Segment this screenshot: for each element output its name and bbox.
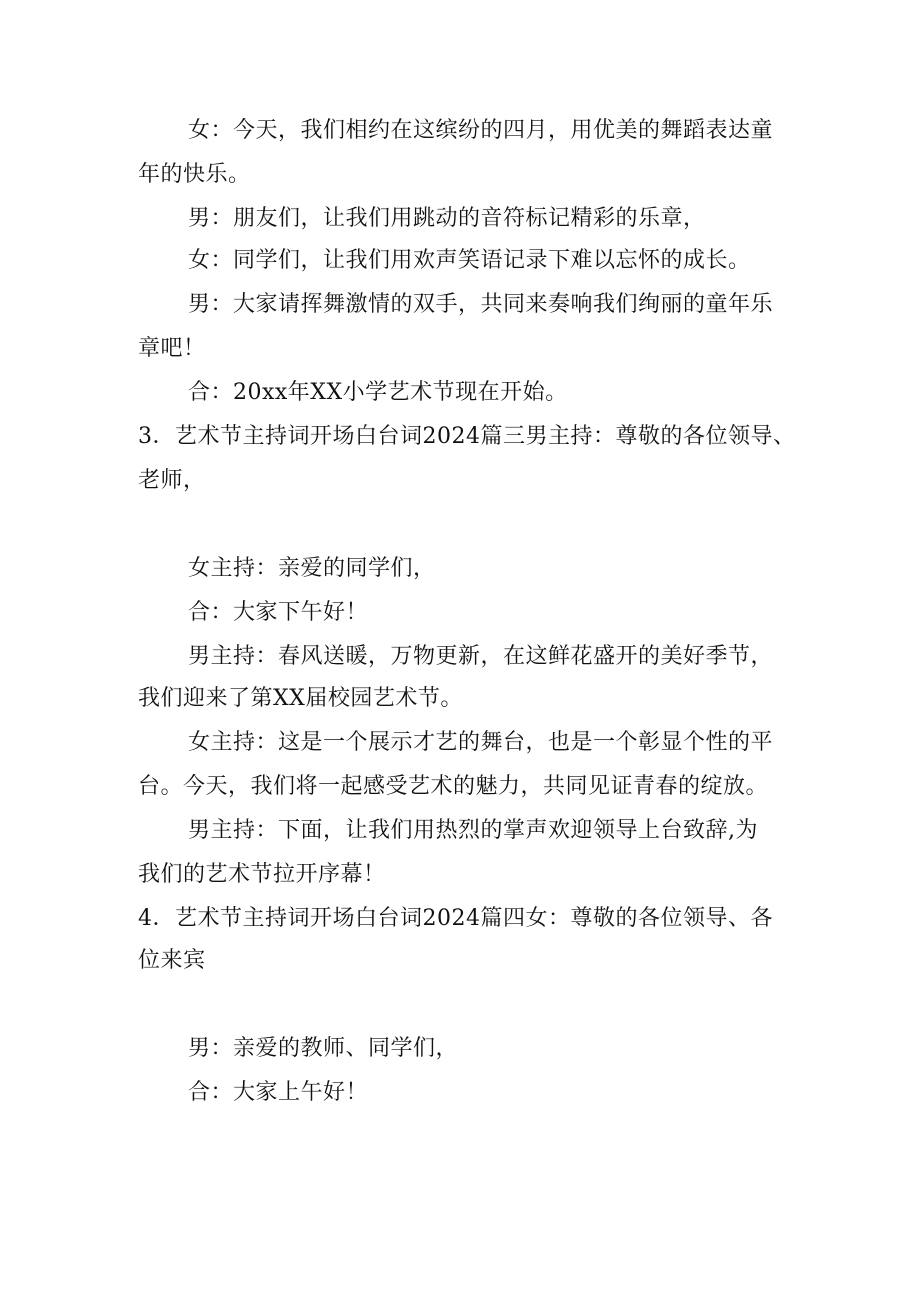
paragraph-line: 合：20xx年XX小学艺术节现在开始。 bbox=[188, 380, 568, 405]
paragraph-line: 合：大家上午好！ bbox=[188, 1080, 369, 1105]
section-heading-line: 老师， bbox=[138, 468, 206, 493]
paragraph-line: 男：亲爱的教师、同学们， bbox=[188, 1036, 459, 1061]
paragraph-line: 我们迎来了第XX届校园艺术节。 bbox=[138, 686, 463, 711]
paragraph-line: 女：今天，我们相约在这缤纷的四月，用优美的舞蹈表达童 bbox=[188, 118, 774, 143]
paragraph-line: 合：大家下午好！ bbox=[188, 600, 369, 625]
paragraph-line: 男：大家请挥舞激情的双手，共同来奏响我们绚丽的童年乐 bbox=[188, 292, 774, 317]
paragraph-line: 女：同学们，让我们用欢声笑语记录下难以忘怀的成长。 bbox=[188, 248, 751, 273]
section-heading-line: 4．艺术节主持词开场白台词2024篇四女：尊敬的各位领导、各 bbox=[138, 906, 773, 931]
paragraph-line: 台。今天，我们将一起感受艺术的魅力，共同见证青春的绽放。 bbox=[138, 774, 769, 799]
paragraph-line: 年的快乐。 bbox=[138, 162, 251, 187]
paragraph-line: 女主持：这是一个展示才艺的舞台，也是一个彰显个性的平 bbox=[188, 730, 774, 755]
paragraph-line: 女主持：亲爱的同学们， bbox=[188, 556, 436, 581]
paragraph-line: 男主持：春风送暖，万物更新，在这鲜花盛开的美好季节， bbox=[188, 644, 774, 669]
paragraph-line: 我们的艺术节拉开序幕！ bbox=[138, 862, 386, 887]
section-heading-line: 位来宾 bbox=[138, 948, 206, 973]
section-heading-line: 3．艺术节主持词开场白台词2024篇三男主持：尊敬的各位领导、 bbox=[138, 424, 796, 449]
paragraph-line: 男主持：下面，让我们用热烈的掌声欢迎领导上台致辞,为 bbox=[188, 818, 758, 843]
paragraph-line: 男：朋友们，让我们用跳动的音符标记精彩的乐章， bbox=[188, 206, 706, 231]
paragraph-line: 章吧！ bbox=[138, 336, 206, 361]
